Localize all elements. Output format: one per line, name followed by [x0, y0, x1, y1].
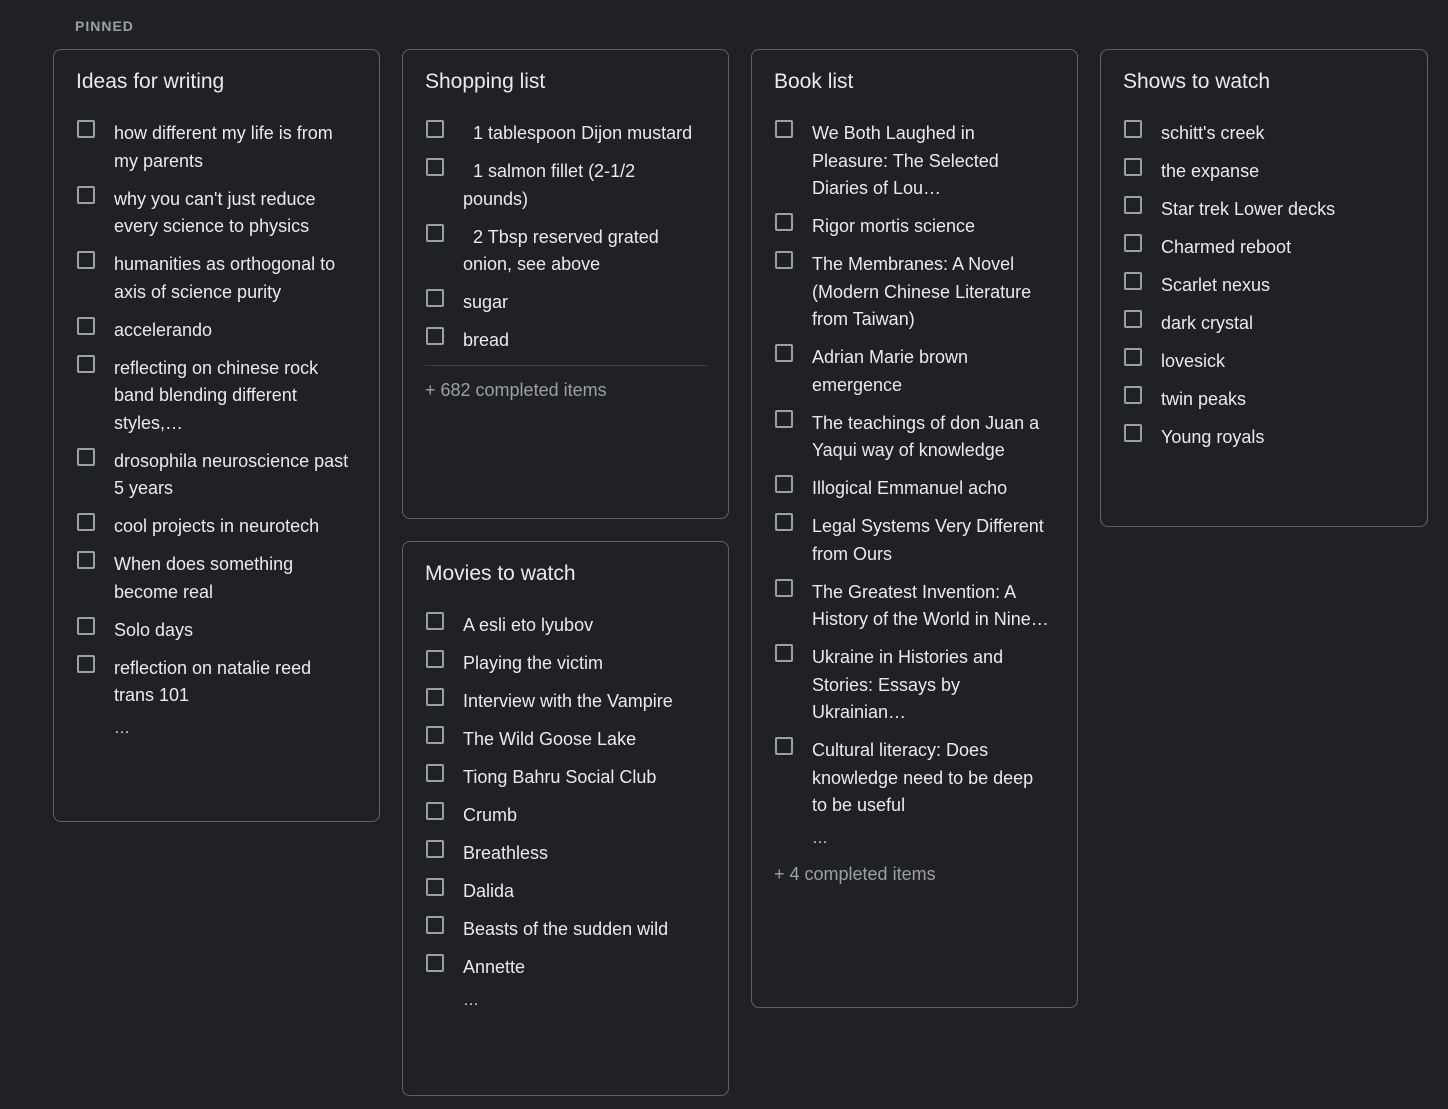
checklist	[774, 120, 1057, 820]
more-items-ellipsis: …	[114, 720, 130, 737]
checkbox-icon[interactable]	[77, 551, 95, 569]
checkbox-icon[interactable]	[426, 612, 444, 630]
list-item	[425, 224, 708, 279]
item-text: The Membranes: A Novel (Modern Chinese Literature from Taiwan)	[812, 254, 1032, 329]
checkbox-icon[interactable]	[775, 410, 793, 428]
list-item	[425, 802, 708, 830]
list-item	[774, 513, 1057, 568]
checkbox-icon[interactable]	[426, 120, 444, 138]
checkbox-icon[interactable]	[426, 726, 444, 744]
checkbox-icon[interactable]	[77, 317, 95, 335]
list-item	[76, 186, 359, 241]
note-title: Ideas for writing	[76, 70, 225, 93]
item-text: Interview with the Vampire	[463, 691, 673, 711]
item-text: The Greatest Invention: A History of the World in Nine…	[812, 581, 1049, 629]
checkbox-icon[interactable]	[77, 120, 95, 138]
checkbox-icon[interactable]	[775, 644, 793, 662]
item-text: accelerando	[114, 319, 213, 340]
item-text: When does something become real	[114, 554, 294, 602]
checkbox-icon[interactable]	[775, 579, 793, 597]
item-text: Illogical Emmanuel acho	[812, 478, 1008, 498]
checkbox-icon[interactable]	[1124, 424, 1142, 442]
list-item	[1123, 424, 1407, 452]
checkbox-icon[interactable]	[426, 954, 444, 972]
item-text: Star trek Lower decks	[1161, 199, 1336, 219]
item-text: sugar	[463, 292, 509, 312]
item-text: 1 salmon fillet (2-1/2 pounds)	[463, 161, 641, 209]
list-item	[425, 612, 708, 640]
list-item	[425, 327, 708, 355]
list-item	[425, 764, 708, 792]
item-text: schitt's creek	[1161, 123, 1265, 143]
list-item	[1123, 386, 1407, 414]
note-movies-to-watch[interactable]	[402, 541, 729, 1096]
checkbox-icon[interactable]	[77, 655, 95, 673]
item-text: Scarlet nexus	[1161, 275, 1271, 295]
item-text: lovesick	[1161, 351, 1226, 371]
checklist	[1123, 120, 1407, 452]
note-shows-to-watch[interactable]	[1100, 49, 1428, 527]
checkbox-icon[interactable]	[77, 251, 95, 269]
list-item	[425, 289, 708, 317]
checkbox-icon[interactable]	[1124, 310, 1142, 328]
more-items-ellipsis: …	[812, 830, 828, 847]
item-text: why you can't just reduce every science to physics	[114, 188, 316, 236]
list-item	[1123, 310, 1407, 338]
checkbox-icon[interactable]	[775, 475, 793, 493]
list-item	[1123, 348, 1407, 376]
list-item	[76, 513, 359, 541]
list-item	[76, 251, 359, 306]
item-text: Crumb	[463, 805, 518, 825]
list-item	[774, 579, 1057, 634]
item-text: Young royals	[1161, 427, 1265, 447]
item-text: the expanse	[1161, 161, 1260, 181]
list-item	[76, 355, 359, 438]
list-item	[76, 655, 359, 710]
item-text: 1 tablespoon Dijon mustard	[463, 123, 693, 143]
list-item	[774, 737, 1057, 820]
checklist	[76, 120, 359, 710]
checkbox-icon[interactable]	[775, 251, 793, 269]
item-text: twin peaks	[1161, 389, 1247, 409]
checklist	[425, 120, 708, 355]
checkbox-icon[interactable]	[1124, 386, 1142, 404]
checkbox-icon[interactable]	[426, 289, 444, 307]
checkbox-icon[interactable]	[77, 186, 95, 204]
list-item	[76, 120, 359, 175]
item-text: The Wild Goose Lake	[463, 729, 637, 749]
checkbox-icon[interactable]	[1124, 196, 1142, 214]
item-text: Cultural literacy: Does knowledge need to be deep to be useful	[812, 740, 1034, 815]
list-item	[774, 344, 1057, 399]
list-item	[1123, 272, 1407, 300]
list-item	[774, 644, 1057, 727]
item-text: Breathless	[463, 843, 549, 863]
item-text: drosophila neuroscience past 5 years	[114, 450, 349, 498]
checkbox-icon[interactable]	[426, 802, 444, 820]
completed-items-toggle[interactable]: + 4 completed items	[774, 864, 936, 884]
checkbox-icon[interactable]	[1124, 272, 1142, 290]
list-item	[76, 617, 359, 645]
list-item	[774, 251, 1057, 334]
checkbox-icon[interactable]	[1124, 120, 1142, 138]
list-item	[425, 840, 708, 868]
item-text: cool projects in neurotech	[114, 516, 320, 536]
checkbox-icon[interactable]	[426, 158, 444, 176]
list-item	[425, 916, 708, 944]
list-item	[774, 410, 1057, 465]
item-text: reflection on natalie reed trans 101	[114, 657, 312, 705]
item-text: Adrian Marie brown emergence	[812, 347, 969, 395]
item-text: Playing the victim	[463, 653, 604, 673]
item-text: The teachings of don Juan a Yaqui way of knowledge	[812, 412, 1040, 460]
checkbox-icon[interactable]	[775, 120, 793, 138]
item-text: Annette	[463, 957, 526, 977]
checkbox-icon[interactable]	[77, 448, 95, 466]
item-text: We Both Laughed in Pleasure: The Selected Diaries of Lou…	[812, 123, 999, 198]
note-shopping-list[interactable]	[402, 49, 729, 519]
checkbox-icon[interactable]	[426, 327, 444, 345]
list-item	[774, 475, 1057, 503]
list-item	[425, 158, 708, 213]
item-text: Beasts of the sudden wild	[463, 919, 669, 939]
item-text: humanities as orthogonal to axis of science purity	[114, 254, 336, 302]
checkbox-icon[interactable]	[426, 840, 444, 858]
checkbox-icon[interactable]	[77, 355, 95, 373]
list-item	[425, 688, 708, 716]
checkbox-icon[interactable]	[426, 878, 444, 896]
more-items-ellipsis: …	[463, 992, 479, 1009]
checkbox-icon[interactable]	[1124, 234, 1142, 252]
item-text: Dalida	[463, 881, 515, 901]
checkbox-icon[interactable]	[426, 650, 444, 668]
note-book-list[interactable]	[751, 49, 1078, 1008]
checkbox-icon[interactable]	[426, 688, 444, 706]
list-item	[425, 954, 708, 982]
item-text: Rigor mortis science	[812, 216, 976, 236]
checkbox-icon[interactable]	[775, 344, 793, 362]
item-text: Solo days	[114, 619, 194, 640]
list-item	[1123, 196, 1407, 224]
note-title: Shows to watch	[1123, 70, 1271, 93]
list-item	[774, 213, 1057, 241]
list-item	[425, 650, 708, 678]
list-item	[425, 120, 708, 148]
note-title: Shopping list	[425, 70, 546, 93]
note-title: Movies to watch	[425, 562, 576, 585]
checkbox-icon[interactable]	[775, 737, 793, 755]
checklist	[425, 612, 708, 982]
list-item	[1123, 120, 1407, 148]
item-text: how different my life is from my parents	[114, 123, 333, 171]
item-text: A esli eto lyubov	[463, 615, 594, 635]
checkbox-icon[interactable]	[426, 916, 444, 934]
note-title: Book list	[774, 70, 854, 93]
item-text: bread	[463, 330, 510, 350]
checkbox-icon[interactable]	[426, 764, 444, 782]
checkbox-icon[interactable]	[426, 224, 444, 242]
checkbox-icon[interactable]	[775, 213, 793, 231]
list-item	[76, 448, 359, 503]
checkbox-icon[interactable]	[77, 617, 95, 635]
note-ideas-for-writing[interactable]	[53, 49, 380, 822]
list-item	[76, 551, 359, 606]
list-item	[76, 317, 359, 345]
checkbox-icon[interactable]	[1124, 348, 1142, 366]
list-item	[774, 120, 1057, 203]
list-item	[1123, 234, 1407, 262]
item-text: 2 Tbsp reserved grated onion, see above	[463, 226, 664, 274]
list-item	[425, 726, 708, 754]
item-text: Tiong Bahru Social Club	[463, 767, 657, 787]
item-text: Ukraine in Histories and Stories: Essays by Ukrainian…	[812, 647, 1004, 722]
checkbox-icon[interactable]	[775, 513, 793, 531]
completed-items-toggle[interactable]: + 682 completed items	[425, 380, 607, 400]
list-item	[1123, 158, 1407, 186]
item-text: Charmed reboot	[1161, 237, 1292, 257]
checkbox-icon[interactable]	[77, 513, 95, 531]
checkbox-icon[interactable]	[1124, 158, 1142, 176]
item-text: Legal Systems Very Different from Ours	[812, 516, 1044, 564]
section-label-pinned: PINNED	[75, 18, 134, 34]
item-text: reflecting on chinese rock band blending different styles,…	[114, 357, 319, 433]
item-text: dark crystal	[1161, 313, 1254, 333]
completed-divider	[425, 365, 708, 366]
list-item	[425, 878, 708, 906]
